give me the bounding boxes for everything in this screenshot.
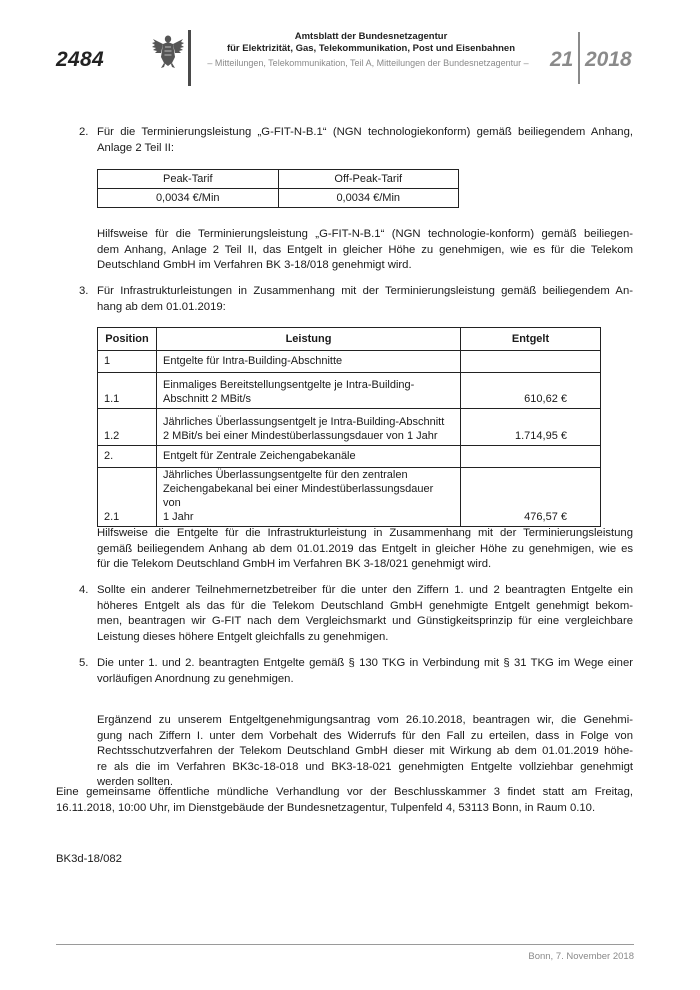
position-cell: 1 [98,351,157,373]
text-line: gung nach Ziffern I. unter dem Vorbehalt des Widerrufs für den Fall zu erteilen, dass in Folge von [97,729,633,742]
service-line: Entgelt für Zentrale Zeichengabekanäle [163,449,356,462]
service-line: Einmaliges Bereitstellungsentgelte je Intra-Building- [163,379,415,391]
table-row [98,446,601,468]
case-reference: BK3d-18/082 [56,853,122,865]
fee-cell [461,446,601,468]
text-line: 16.11.2018, 10:00 Uhr, im Dienstgebäude der Bundesnetzagentur, Tulpenfeld 4, 53113 Bonn, in Raum 0.10. [56,801,596,814]
position-cell: 1.1 [98,373,157,409]
text-line: Für die Terminierungsleistung „G-FIT-N-B.1“ (NGN technologiekonform) gemäß beiliegendem Anhang, [97,126,633,138]
text-line: Hilfsweise die Entgelte für die Infrastrukturleistung in Zusammenhang mit der Terminierungsleistung [97,527,633,539]
item-5-number: 5. [79,657,89,669]
item-3-auxiliary [97,526,633,573]
text-line: gemäß beiliegendem Anhang ab dem 01.01.2019 das Entgelt in gleicher Höhe zu genehmigen, wie es [97,542,633,555]
service-line: Jährliches Überlassungsentgelte für den zentralen [163,469,408,481]
item-2-number: 2. [79,126,89,138]
tariff-table [97,169,459,208]
position-cell: 2. [98,446,157,468]
service-header: Leistung [157,328,461,351]
page-number: 2484 [56,48,104,71]
federal-eagle-icon [151,33,185,69]
table-row [98,189,459,208]
item-4-text [97,583,633,645]
service-cell [157,468,461,527]
text-line: Eine gemeinsame öffentliche mündliche Verhandlung vor der Beschlusskammer 3 findet statt am Freitag, [56,786,633,798]
service-cell [157,409,461,446]
position-header: Position [98,328,157,351]
item-3-number: 3. [79,285,89,297]
text-line: Rechtsschutzverfahren der Telekom Deutschland GmbH dieser mit Wirkung ab dem 01.01.2019 höhe- [97,745,633,757]
off-peak-tariff-value: 0,0034 €/Min [278,189,459,208]
issue-divider [578,32,580,84]
section-label: – Mitteilungen, Telekommunikation, Teil A, Mitteilungen der Bundesnetzagentur – [207,58,529,68]
position-cell: 1.2 [98,409,157,446]
fee-header: Entgelt [461,328,601,351]
text-line: men, beantragen wir G-FIT nach dem Vergleichsmarkt und Günstigkeitsprinzip für eine vergleichbare [97,615,633,627]
table-header-row [98,170,459,189]
table-row [98,351,601,373]
peak-tariff-header: Peak-Tarif [98,170,279,189]
service-line: Jährliches Überlassungsentgelt je Intra-Building-Abschnitt [163,416,445,428]
header-divider [188,30,191,86]
text-line: Ergänzend zu unserem Entgeltgenehmigungsantrag vom 26.10.2018, beantragen wir, die Genehmi- [97,714,633,726]
text-line: werden sollten. [97,776,173,788]
fee-cell: 610,62 € [461,373,601,409]
footer-date: Bonn, 7. November 2018 [528,951,634,962]
footer-rule [56,944,634,945]
text-line: re als die im Verfahren BK3c-18-018 und BK3-18-021 genehmigten Entgelte vollziehbar genehmigt [97,760,633,773]
service-line: 2 MBit/s bei einer Mindestüberlassungsdauer von 1 Jahr [163,430,438,442]
service-line: 1 Jahr [163,511,194,523]
infrastructure-fee-table [97,327,601,527]
text-line: Hilfsweise für die Terminierungsleistung „G-FIT-N-B.1“ (NGN technologie-konform) gemäß beiliegen- [97,228,633,240]
text-line: vorläufigen Anordnung zu genehmigen. [97,672,294,685]
table-row [98,373,601,409]
text-line: Deutschland GmbH im Verfahren BK 3-18/018 genehmigt wird. [97,259,412,271]
text-line: Für Infrastrukturleistungen in Zusammenhang mit der Terminierungsleistung gemäß beiliegendem An- [97,285,633,297]
item-5-text [97,656,633,687]
hearing-announcement [56,785,633,816]
text-line: Die unter 1. und 2. beantragten Entgelte gemäß § 130 TKG in Verbindung mit § 31 TKG im Wege einer [97,657,633,669]
table-header-row [98,328,601,351]
fee-cell [461,351,601,373]
service-cell [157,373,461,409]
text-line: höheres Entgelt als das für die Telekom Deutschland GmbH genehmigte Entgelt genehmigt bekom- [97,599,633,612]
issue-year: 2018 [585,48,632,71]
item-4-number: 4. [79,584,89,596]
peak-tariff-value: 0,0034 €/Min [98,189,279,208]
item-5-supplement [97,713,633,791]
off-peak-tariff-header: Off-Peak-Tarif [278,170,459,189]
text-line: Sollte ein anderer Teilnehmernetzbetreiber für die unter den Ziffern 1. und 2 beantragten Entgelte ein [97,584,633,596]
service-cell [157,446,461,468]
service-line: Entgelte für Intra-Building-Abschnitte [163,354,343,367]
text-line: für die Telekom Deutschland GmbH im Verfahren BK 3-18/021 genehmigt wird. [97,558,492,570]
issue-number: 21 [550,48,574,71]
table-row [98,468,601,527]
journal-title: Amtsblatt der Bundesnetzagentur [294,31,448,42]
text-line: Leistung dieses höhere Entgelt gleichfalls zu genehmigen. [97,630,389,643]
journal-subtitle: für Elektrizität, Gas, Telekommunikation, Post und Eisenbahnen [226,43,516,54]
text-line: Anlage 2 Teil II: [97,141,175,154]
fee-cell: 476,57 € [461,468,601,527]
item-2-text [97,125,633,156]
item-3-text [97,284,633,315]
text-line: hang ab dem 01.01.2019: [97,300,226,313]
service-line: Abschnitt 2 MBit/s [163,393,252,405]
fee-cell: 1.714,95 € [461,409,601,446]
table-row [98,409,601,446]
position-cell: 2.1 [98,468,157,527]
service-cell [157,351,461,373]
text-line: dem Anhang, Anlage 2 Teil II, das Entgelt in gleicher Höhe zu genehmigen, wie es für die Telekom [97,243,633,256]
item-2-auxiliary [97,227,633,274]
service-line: Zeichengabekanal bei einer Mindestüberlassungsdauer von [163,483,434,509]
